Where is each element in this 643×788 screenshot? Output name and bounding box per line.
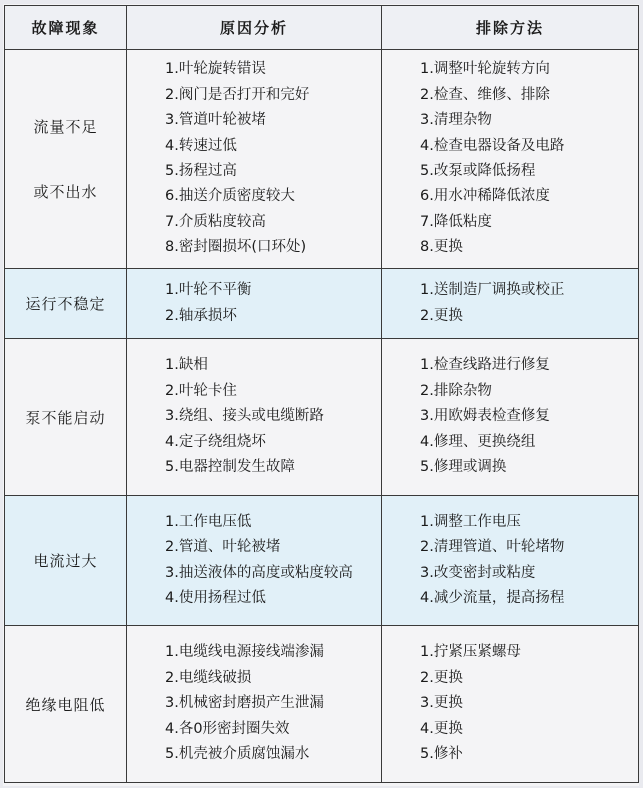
remedy-item: 1.拧紧压紧螺母	[420, 644, 521, 661]
remedy-item: 4.减少流量，提高扬程	[420, 589, 565, 606]
remedy-item: 4.检查电器设备及电路	[420, 137, 565, 154]
table-row	[5, 50, 639, 269]
cause-item: 6.抽送介质密度较大	[165, 188, 295, 205]
cause-item: 3.抽送液体的高度或粘度较高	[165, 564, 353, 581]
table-row	[5, 339, 639, 496]
remedy-cell	[382, 50, 639, 269]
symptom-label: 运行不稳定	[25, 295, 106, 313]
header-symptom: 故障现象	[5, 6, 127, 50]
remedy-item: 1.调整工作电压	[420, 513, 521, 530]
symptom-cell	[5, 339, 127, 496]
remedy-item: 3.用欧姆表检查修复	[420, 408, 550, 425]
remedy-item: 1.调整叶轮旋转方向	[420, 61, 550, 78]
cause-item: 1.工作电压低	[165, 513, 252, 530]
header-row	[5, 6, 639, 50]
symptom-cell	[5, 269, 127, 339]
remedy-item: 5.修理或调换	[420, 459, 507, 476]
symptom-cell	[5, 626, 127, 783]
cause-item: 5.机壳被介质腐蚀漏水	[165, 746, 310, 763]
remedy-item: 2.检查、维修、排除	[420, 86, 550, 103]
remedy-item: 3.改变密封或粘度	[420, 564, 536, 581]
cause-item: 7.介质粘度较高	[165, 213, 266, 230]
remedy-item: 5.修补	[420, 746, 463, 763]
cause-item: 5.电器控制发生故障	[165, 459, 295, 476]
cause-item: 8.密封圈损坏(口环处)	[165, 239, 307, 256]
cause-item: 2.阀门是否打开和完好	[165, 86, 310, 103]
remedy-cell	[382, 339, 639, 496]
cause-item: 4.使用扬程过低	[165, 589, 266, 606]
remedy-item: 4.修理、更换绕组	[420, 433, 536, 450]
cause-item: 1.叶轮旋转错误	[165, 61, 266, 78]
cause-item: 4.转速过低	[165, 137, 237, 154]
cause-item: 2.管道、叶轮被堵	[165, 539, 281, 556]
cause-item: 1.叶轮不平衡	[165, 282, 252, 299]
header-cause: 原因分析	[127, 6, 382, 50]
cause-cell	[127, 496, 382, 626]
cause-cell	[127, 50, 382, 269]
table-row	[5, 496, 639, 626]
cause-cell	[127, 269, 382, 339]
remedy-cell	[382, 626, 639, 783]
cause-item: 2.电缆线破损	[165, 669, 252, 686]
remedy-item: 5.改泵或降低扬程	[420, 163, 536, 179]
symptom-label: 流量不足	[33, 118, 98, 136]
remedy-item: 2.排除杂物	[420, 382, 492, 399]
symptom-label: 电流过大	[33, 552, 98, 570]
symptom-cell	[5, 496, 127, 626]
remedy-item: 1.检查线路进行修复	[420, 357, 550, 374]
remedy-cell	[382, 269, 639, 339]
cause-item: 4.各0形密封圈失效	[165, 720, 290, 737]
cause-cell	[127, 626, 382, 783]
cause-item: 3.管道叶轮被堵	[165, 112, 266, 129]
remedy-item: 3.清理杂物	[420, 112, 492, 129]
cause-item: 1.缺相	[165, 357, 208, 374]
cause-item: 2.叶轮卡住	[165, 382, 237, 399]
remedy-item: 2.更换	[420, 669, 463, 686]
remedy-item: 1.送制造厂调换或校正	[420, 282, 565, 299]
table-row	[5, 626, 639, 783]
cause-item: 3.机械密封磨损产生泄漏	[165, 695, 324, 712]
remedy-item: 6.用水冲稀降低浓度	[420, 188, 550, 205]
fault-table-page	[3, 4, 639, 786]
remedy-item: 7.降低粘度	[420, 213, 492, 230]
symptom-label: 绝缘电阻低	[25, 695, 106, 714]
remedy-item: 3.更换	[420, 695, 463, 712]
fault-table	[4, 5, 639, 783]
cause-cell	[127, 339, 382, 496]
table-row	[5, 269, 639, 339]
symptom-cell	[5, 50, 127, 269]
header-remedy: 排除方法	[382, 6, 639, 50]
cause-item: 4.定子绕组烧坏	[165, 433, 266, 450]
remedy-item: 2.清理管道、叶轮堵物	[420, 539, 565, 556]
symptom-label: 泵不能启动	[25, 408, 106, 427]
cause-item: 5.扬程过高	[165, 163, 237, 179]
cause-item: 2.轴承损坏	[165, 307, 237, 324]
remedy-cell	[382, 496, 639, 626]
cause-item: 1.电缆线电源接线端渗漏	[165, 644, 324, 661]
remedy-item: 4.更换	[420, 720, 463, 737]
symptom-label: 或不出水	[33, 183, 98, 201]
cause-item: 3.绕组、接头或电缆断路	[165, 408, 324, 425]
remedy-item: 2.更换	[420, 307, 463, 324]
remedy-item: 8.更换	[420, 239, 463, 256]
